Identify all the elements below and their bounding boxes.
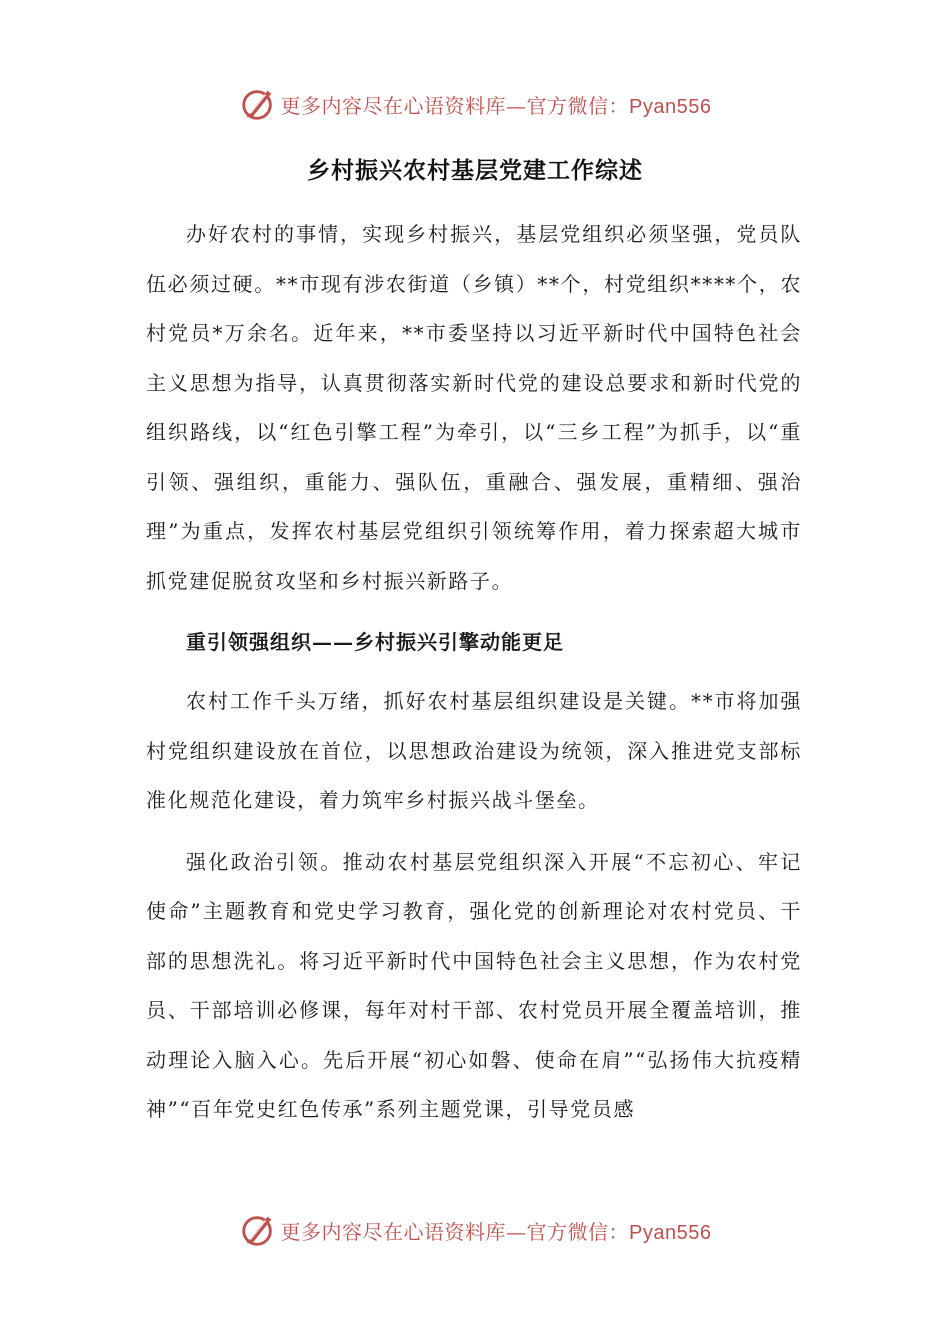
header-banner — [0, 84, 950, 124]
pen-feather-logo-icon — [239, 85, 277, 123]
section-heading: 重引领强组织——乡村振兴引擎动能更足 — [186, 630, 564, 654]
paragraph-political-guidance: 强化政治引领。推动农村基层党组织深入开展“不忘初心、牢记使命”主题教育和党史学习教育，强化党的创新理论对农村党员、干部的思想洗礼。将习近平新时代中国特色社会主义思想，作为农村党员、干部培训必修课，每年对村干部、农村党员开展全覆盖培训，推动理论入脑入心。先后开展“初心如磐、使命在肩”“弘扬伟大抗疫精神”“百年党史红色传承”系列主题党课，引导党员感 — [146, 849, 802, 1121]
pen-feather-logo-icon — [239, 1211, 277, 1249]
document-title: 乡村振兴农村基层党建工作综述 — [307, 157, 643, 184]
document-body — [146, 210, 802, 1135]
paragraph-intro: 办好农村的事情，实现乡村振兴，基层党组织必须坚强，党员队伍必须过硬。**市现有涉农街道（乡镇）**个，村党组织****个，农村党员*万余名。近年来，**市委坚持以习近平新时代中国特色社会主义思想为指导，认真贯彻落实新时代党的建设总要求和新时代党的组织路线，以“红色引擎工程”为牵引，以“三乡工程”为抓手，以“重引领、强组织，重能力、强队伍，重融合、强发展，重精细、强治理”为重点，发挥农村基层党组织引领统筹作用，着力探索超大城市抓党建促脱贫攻坚和乡村振兴新路子。 — [146, 222, 802, 593]
banner-text: 更多内容尽在心语资料库—官方微信：Pyan556 — [280, 1219, 712, 1244]
footer-banner — [0, 1210, 950, 1250]
paragraph-section-intro: 农村工作千头万绪，抓好农村基层组织建设是关键。**市将加强村党组织建设放在首位，以思想政治建设为统领，深入推进党支部标准化规范化建设，着力筑牢乡村振兴战斗堡垒。 — [146, 689, 802, 812]
banner-text: 更多内容尽在心语资料库—官方微信：Pyan556 — [280, 93, 712, 118]
